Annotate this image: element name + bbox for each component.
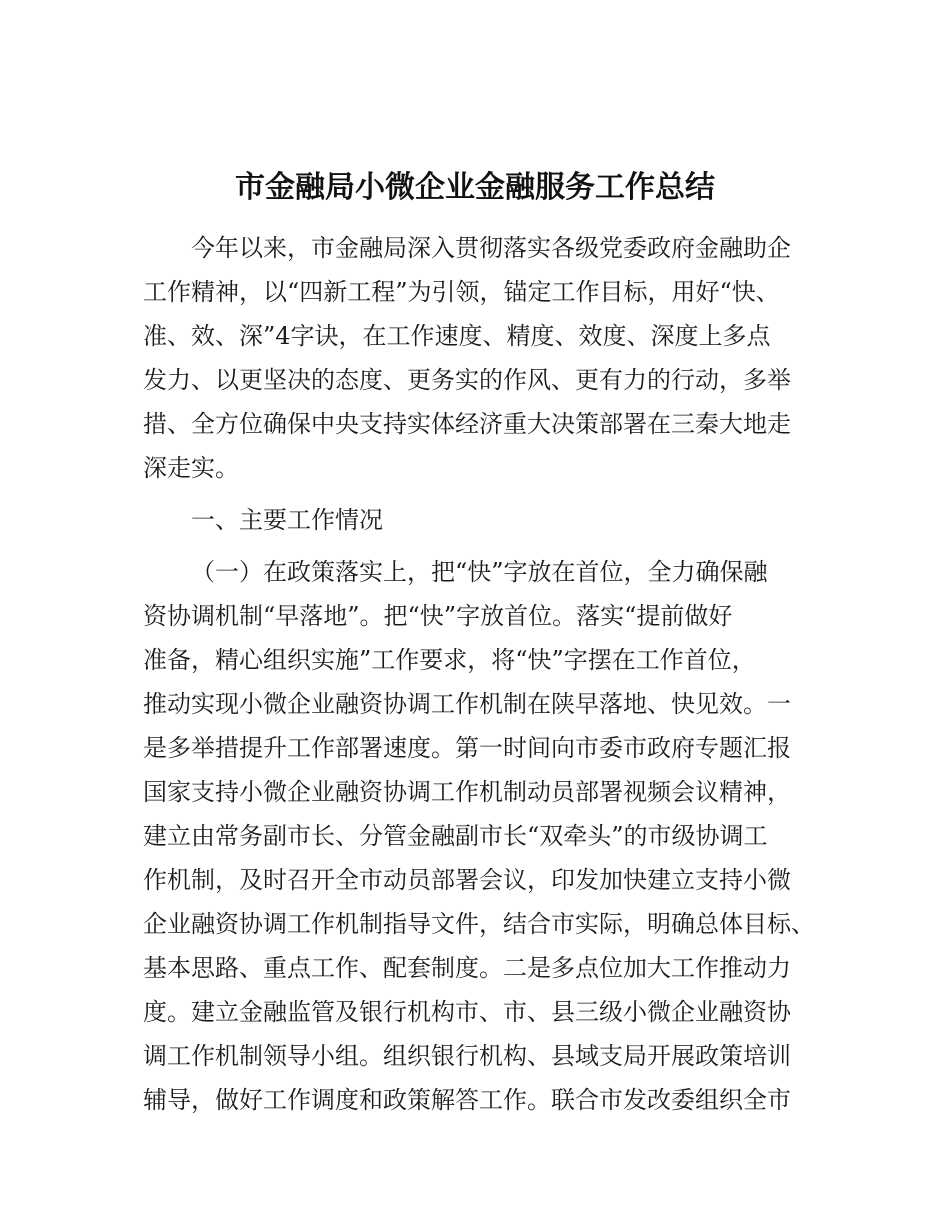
text-line: 准、效、深”4字诀，在工作速度、精度、效度、深度上多点 <box>143 322 771 350</box>
text-line: 企业融资协调工作机制指导文件，结合市实际，明确总体目标、 <box>143 910 815 938</box>
text-line: （一）在政策落实上，把“快”字放在首位，全力确保融 <box>191 558 768 586</box>
text-line: 国家支持小微企业融资协调工作机制动员部署视频会议精神， <box>143 778 791 806</box>
text-line: 度。建立金融监管及银行机构市、市、县三级小微企业融资协 <box>143 998 791 1026</box>
text-line: 工作精神，以“四新工程”为引领，锚定工作目标，用好“快、 <box>143 278 780 306</box>
text-line: 准备，精心组织实施”工作要求，将“快”字摆在工作首位， <box>143 646 756 674</box>
text-line: 基本思路、重点工作、配套制度。二是多点位加大工作推动力 <box>143 954 791 982</box>
text-line: 措、全方位确保中央支持实体经济重大决策部署在三秦大地走 <box>143 410 791 438</box>
text-line: 调工作机制领导小组。组织银行机构、县域支局开展政策培训 <box>143 1042 791 1070</box>
paragraph-intro <box>143 226 823 490</box>
text-line: 发力、以更坚决的态度、更务实的作风、更有力的行动，多举 <box>143 366 791 394</box>
text-line: 作机制，及时召开全市动员部署会议，印发加快建立支持小微 <box>143 866 791 894</box>
text-line: 辅导，做好工作调度和政策解答工作。联合市发改委组织全市 <box>143 1086 791 1114</box>
text-line: 资协调机制“早落地”。把“快”字放首位。落实“提前做好 <box>143 602 733 630</box>
document-title: 市金融局小微企业金融服务工作总结 <box>235 170 715 205</box>
text-line: 是多举措提升工作部署速度。第一时间向市委市政府专题汇报 <box>143 734 791 762</box>
document-body <box>143 226 823 1122</box>
text-line: 深走实。 <box>143 454 239 482</box>
text-line: 建立由常务副市长、分管金融副市长“双牵头”的市级协调工 <box>143 822 768 850</box>
text-line: 今年以来，市金融局深入贯彻落实各级党委政府金融助企 <box>191 234 791 262</box>
paragraph-policy <box>143 550 823 1122</box>
section-heading: 一、主要工作情况 <box>191 506 383 534</box>
text-line: 推动实现小微企业融资协调工作机制在陕早落地、快见效。一 <box>143 690 791 718</box>
